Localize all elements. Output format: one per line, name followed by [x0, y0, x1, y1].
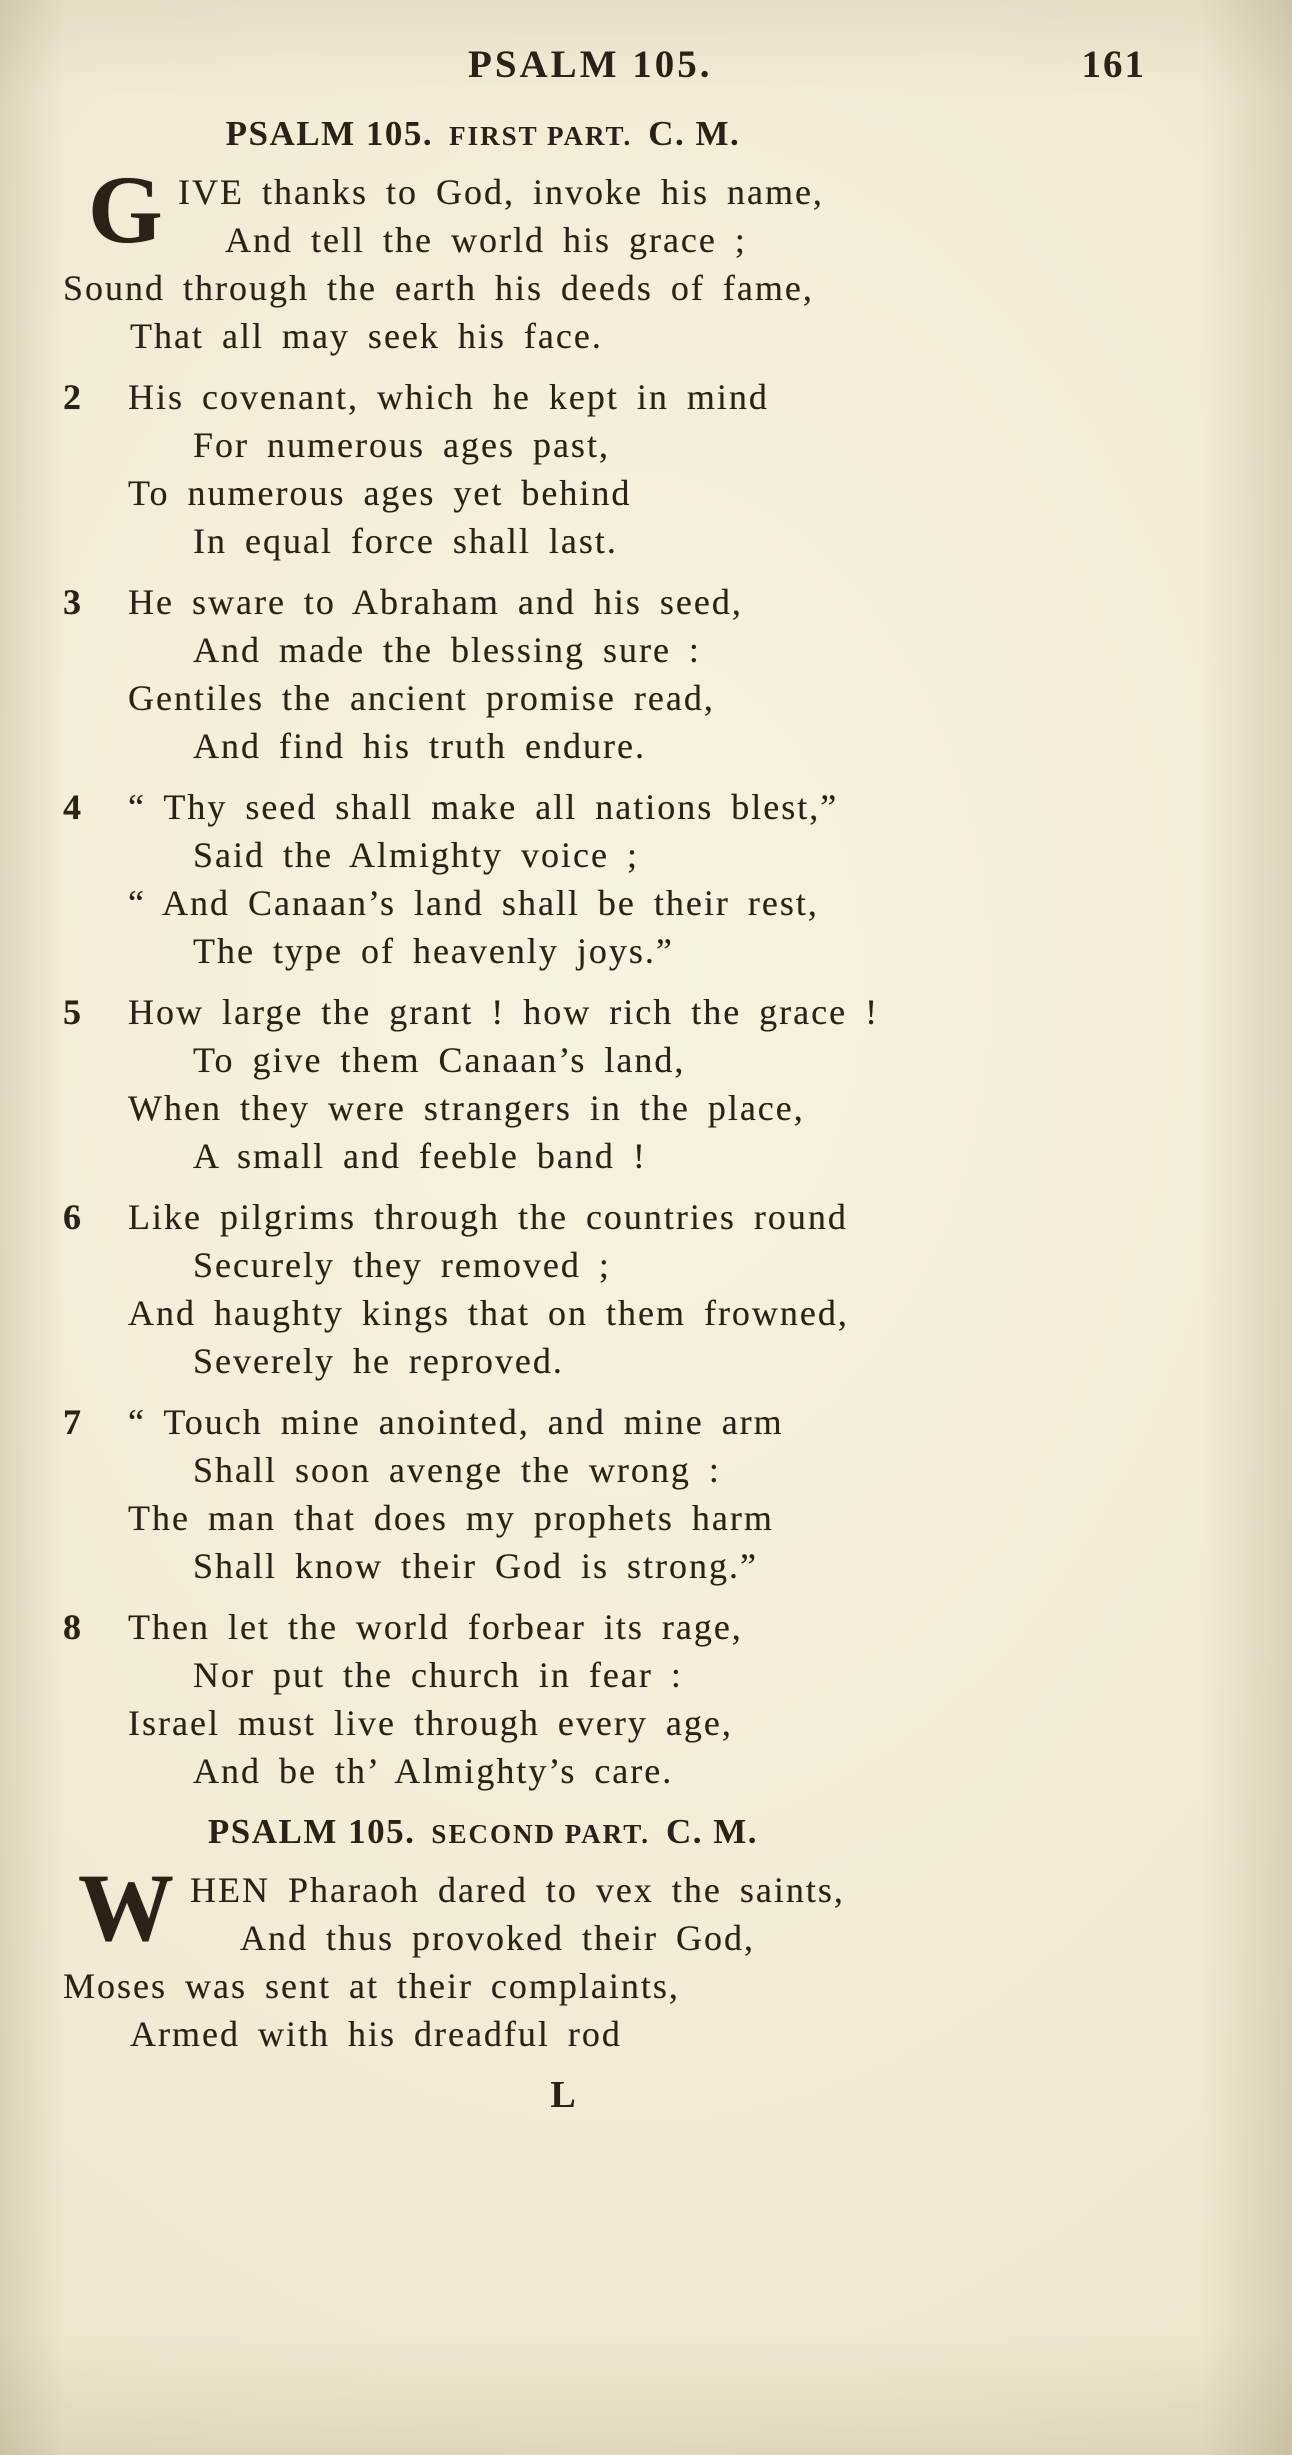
verse-number: 3 [63, 582, 83, 622]
verse-4 [58, 783, 1218, 975]
verse-number: 6 [63, 1197, 83, 1237]
verse-line: Nor put the church in fear : [193, 1655, 683, 1695]
verse-8 [58, 1603, 1218, 1795]
verse-line: His covenant, which he kept in mind [128, 377, 769, 417]
verse-number: 7 [63, 1402, 83, 1442]
verse-line: To give them Canaan’s land, [193, 1040, 686, 1080]
verse-3 [58, 578, 1218, 770]
verse-line: And be th’ Almighty’s care. [193, 1751, 674, 1791]
verse-line: And haughty kings that on them frowned, [128, 1293, 849, 1333]
verse-line: Like pilgrims through the countries round [128, 1197, 848, 1237]
verse-7 [58, 1398, 1218, 1590]
psalm-meter: C. M. [648, 114, 741, 153]
psalm-part-label: SECOND PART. [431, 1819, 650, 1849]
verse-line: To numerous ages yet behind [128, 473, 632, 513]
verse-line: “ And Canaan’s land shall be their rest, [128, 883, 819, 923]
verse-2 [58, 373, 1218, 565]
verse-line: Shall soon avenge the wrong : [193, 1450, 721, 1490]
verse-line: And find his truth endure. [193, 726, 646, 766]
verse-line: Israel must live through every age, [128, 1703, 733, 1743]
verse-line: Gentiles the ancient promise read, [128, 678, 715, 718]
verse-line: When they were strangers in the place, [128, 1088, 805, 1128]
signature-mark: L [550, 2074, 576, 2116]
verse-number: 4 [63, 787, 83, 827]
verse-second-part-1 [58, 1854, 1218, 2058]
verse-number: 2 [63, 377, 83, 417]
psalm-text-block [58, 110, 1218, 2117]
verse-line: HEN Pharaoh dared to vex the saints, [190, 1870, 845, 1910]
verse-number: 5 [63, 992, 83, 1032]
verse-line: A small and feeble band ! [193, 1136, 647, 1176]
verse-line: The man that does my prophets harm [128, 1498, 774, 1538]
verse-line: How large the grant ! how rich the grace ! [128, 992, 880, 1032]
psalm-title: PSALM 105. [225, 114, 434, 153]
page-number: 161 [1081, 43, 1146, 86]
psalm-heading-second-part [58, 1808, 908, 1856]
psalm-meter: C. M. [666, 1812, 759, 1851]
verse-line: “ Touch mine anointed, and mine arm [128, 1402, 784, 1442]
running-header [0, 42, 1292, 92]
verse-line: Shall know their God is strong.” [193, 1546, 758, 1586]
verse-line: Armed with his dreadful rod [130, 2014, 622, 2054]
verse-line: And thus provoked their God, [240, 1918, 755, 1958]
verse-line: Said the Almighty voice ; [193, 835, 639, 875]
verse-line: He sware to Abraham and his seed, [128, 582, 743, 622]
verse-6 [58, 1193, 1218, 1385]
verse-5 [58, 988, 1218, 1180]
verse-line: And made the blessing sure : [193, 630, 701, 670]
verse-line: For numerous ages past, [193, 425, 610, 465]
verse-line: The type of heavenly joys.” [193, 931, 674, 971]
verse-1 [58, 156, 1218, 360]
psalm-part-label: FIRST PART. [449, 121, 633, 151]
verse-line: Severely he reproved. [193, 1341, 564, 1381]
drop-cap-initial: W [78, 1854, 176, 1961]
verse-line: In equal force shall last. [193, 521, 618, 561]
psalm-title: PSALM 105. [207, 1812, 416, 1851]
verse-line: Securely they removed ; [193, 1245, 611, 1285]
verse-line: Then let the world forbear its rage, [128, 1607, 743, 1647]
verse-line: Sound through the earth his deeds of fame, [63, 268, 814, 308]
verse-line: That all may seek his face. [130, 316, 603, 356]
psalm-heading-first-part [58, 110, 908, 158]
verse-line: Moses was sent at their complaints, [63, 1966, 680, 2006]
running-header-title: PSALM 105. [468, 43, 713, 86]
verse-line: IVE thanks to God, invoke his name, [178, 172, 824, 212]
drop-cap-initial: G [88, 156, 165, 263]
verse-line: And tell the world his grace ; [225, 220, 747, 260]
verse-number: 8 [63, 1607, 83, 1647]
verse-line: “ Thy seed shall make all nations blest,” [128, 787, 839, 827]
